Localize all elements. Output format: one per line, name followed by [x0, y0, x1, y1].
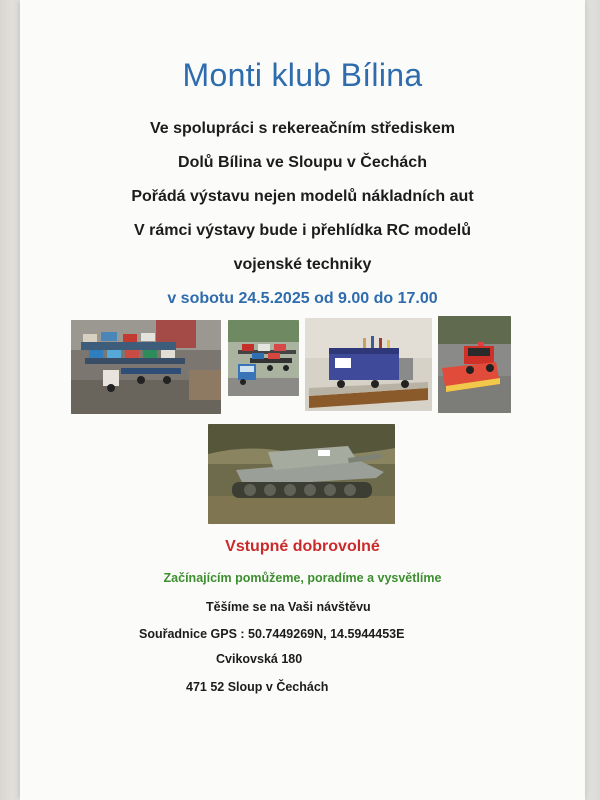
intro-line-5: vojenské techniky: [233, 256, 372, 273]
intro-line-1: Ve spolupráci s rekereačním střediskem: [149, 120, 456, 137]
welcome-text: Těšíme se na Vaši návštěvu: [206, 600, 371, 614]
intro-line-2: Dolů Bílina ve Sloupu v Čechách: [178, 154, 427, 171]
gps-coordinates: Souřadnice GPS : 50.7449269N, 14.5944453E: [139, 627, 405, 641]
help-text: Začínajícím pomůžeme, poradíme a vysvětlíme: [163, 571, 442, 585]
street-address: Cvikovská 180: [216, 652, 303, 666]
blue-truck-diorama-photo: [305, 318, 432, 411]
red-snowplow-model-photo: [438, 316, 511, 413]
poster-title: Monti klub Bílina: [182, 57, 423, 93]
intro-line-3: Pořádá výstavu nejen modelů nákladních aut: [131, 188, 474, 205]
poster-sheet: [20, 0, 585, 800]
intro-line-4: V rámci výstavy bude i přehlídka RC modelů: [134, 222, 471, 239]
rc-tank-model-photo: [208, 424, 395, 524]
entry-fee-text: Vstupné dobrovolné: [225, 538, 380, 555]
city-address: 471 52 Sloup v Čechách: [186, 680, 329, 694]
truck-transporter-diorama-photo: [228, 320, 299, 396]
car-transporter-models-photo: [71, 320, 221, 414]
event-date: v sobotu 24.5.2025 od 9.00 do 17.00: [167, 290, 438, 307]
